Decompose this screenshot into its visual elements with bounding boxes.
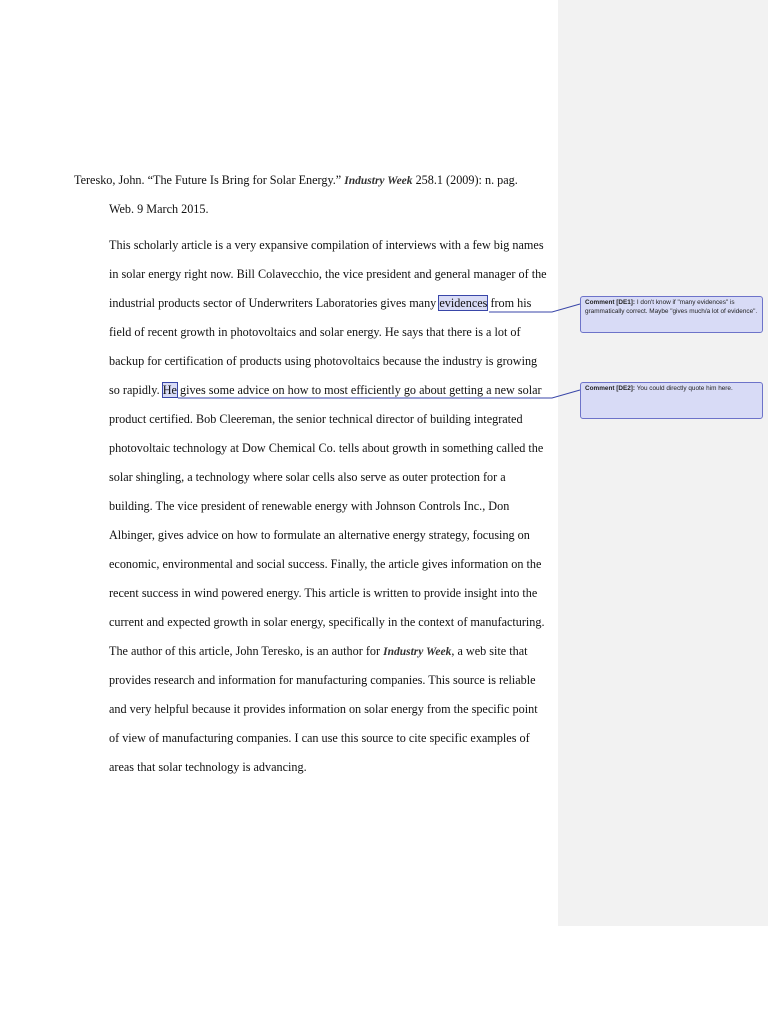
citation-line-1: [74, 172, 518, 189]
paragraph-text: so rapidly.: [109, 383, 163, 397]
citation-journal: Industry Week: [344, 175, 413, 187]
paragraph-line: product certified. Bob Cleereman, the senior technical director of building integrated: [109, 412, 523, 426]
paragraph-line: [109, 382, 542, 398]
paragraph-line: photovoltaic technology at Dow Chemical Co. tells about growth in something called the: [109, 441, 544, 455]
paragraph-text: industrial products sector of Underwriters Laboratories gives many: [109, 296, 440, 310]
comment-balloon-de2[interactable]: [580, 382, 763, 419]
comment-text: I don't know if "many evidences" is grammatically correct. Maybe "gives much/a lot of evidence".: [585, 299, 758, 315]
citation-author-title: Teresko, John. “The Future Is Bring for Solar Energy.”: [74, 173, 345, 187]
comment-header: Comment [DE1]:: [585, 299, 636, 306]
paragraph-line: Albinger, gives advice on how to formulate an alternative energy strategy, focusing on: [109, 528, 530, 542]
paragraph-line: backup for certification of products using photovoltaics because the industry is growing: [109, 354, 538, 368]
paragraph-line: provides research and information for manufacturing companies. This source is reliable: [109, 673, 536, 687]
comment-balloon-de1[interactable]: [580, 296, 763, 333]
paragraph-line: current and expected growth in solar energy, specifically in the context of manufacturing.: [109, 615, 545, 629]
comment-margin-pane: [558, 0, 768, 926]
paragraph-line: solar shingling, a technology where solar cells also serve as outer protection for a: [109, 470, 506, 484]
paragraph-line: of view of manufacturing companies. I can use this source to cite specific examples of: [109, 731, 530, 745]
comment-text: You could directly quote him here.: [635, 385, 733, 392]
paragraph-line: [109, 295, 531, 311]
paragraph-line: [109, 643, 528, 660]
paragraph-line: recent success in wind powered energy. This article is written to provide insight into the: [109, 586, 538, 600]
paragraph-line: field of recent growth in photovoltaics and solar energy. He says that there is a lot of: [109, 325, 521, 339]
paragraph-text: gives some advice on how to most efficiently go about getting a new solar: [176, 383, 542, 397]
paragraph-line: in solar energy right now. Bill Colavecchio, the vice president and general manager of the: [109, 267, 547, 281]
citation-volume: 258.1 (2009): n. pag.: [412, 173, 518, 187]
journal-name: Industry Week: [383, 646, 452, 658]
paragraph-text: from his: [487, 296, 532, 310]
paragraph-line: This scholarly article is a very expansive compilation of interviews with a few big names: [109, 238, 544, 252]
paragraph-line: economic, environmental and social success. Finally, the article gives information on the: [109, 557, 542, 571]
commented-text-he[interactable]: He: [162, 383, 177, 397]
paragraph-line: building. The vice president of renewable energy with Johnson Controls Inc., Don: [109, 499, 510, 513]
paragraph-line: areas that solar technology is advancing.: [109, 760, 307, 774]
comment-header: Comment [DE2]:: [585, 385, 636, 392]
paragraph-line: and very helpful because it provides information on solar energy from the specific point: [109, 702, 538, 716]
paragraph-text: The author of this article, John Teresko, is an author for: [109, 644, 384, 658]
citation-line-2: Web. 9 March 2015.: [109, 202, 209, 216]
commented-text-evidences[interactable]: evidences: [439, 296, 488, 310]
paragraph-text: , a web site that: [451, 644, 528, 658]
